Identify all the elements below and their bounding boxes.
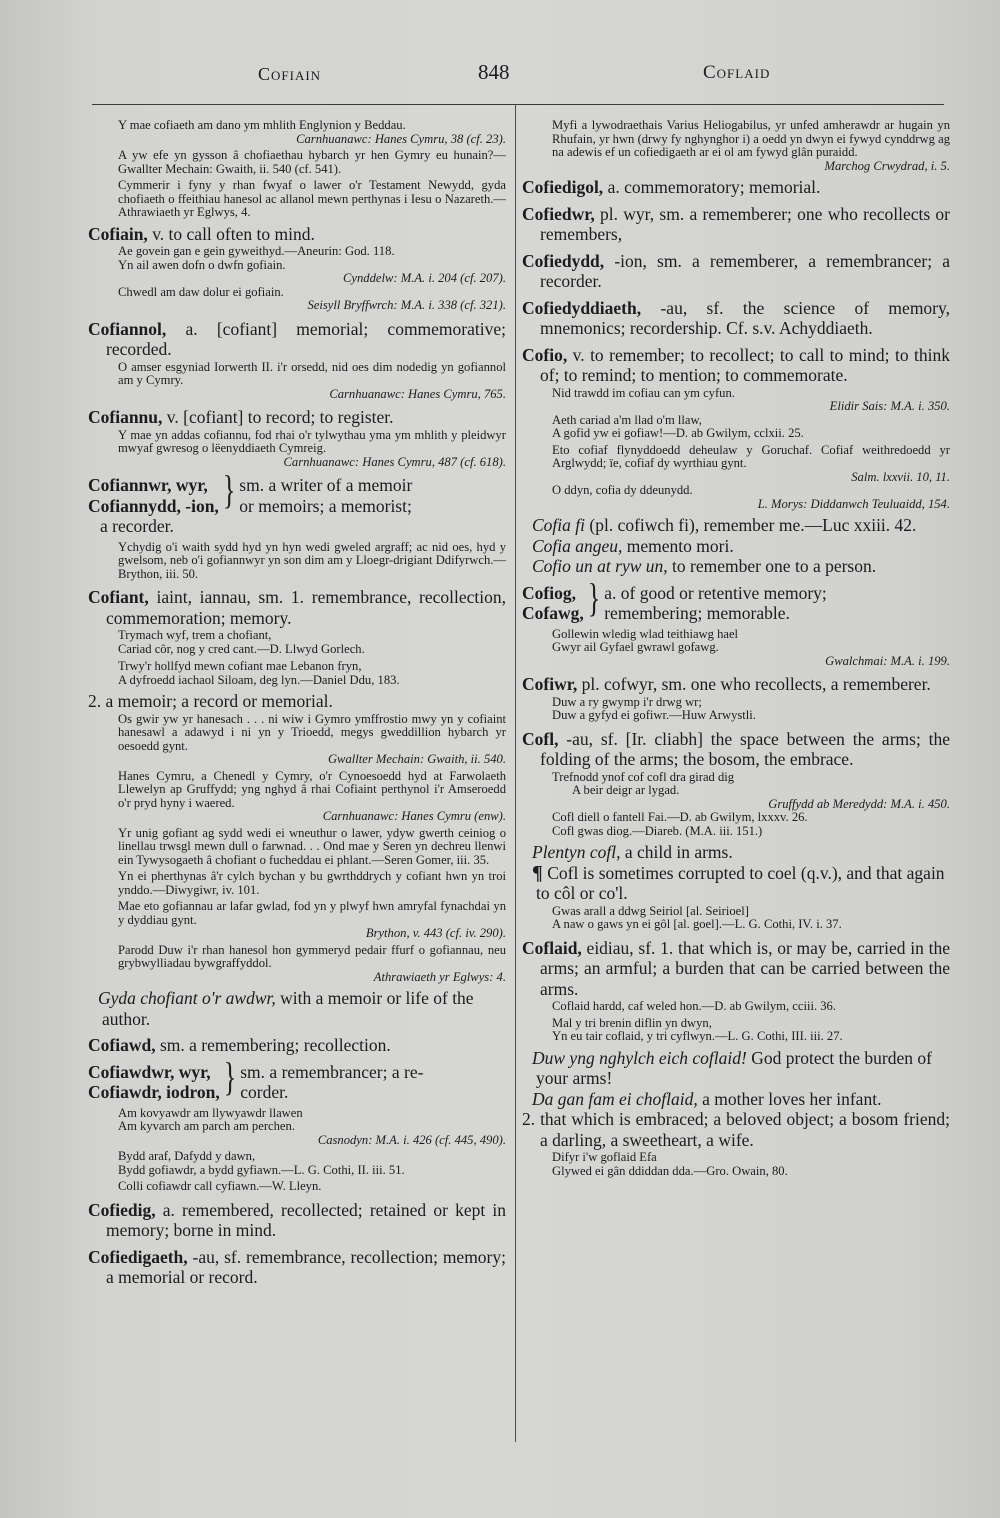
phrase: Plentyn cofl, a child in arms.	[532, 842, 733, 862]
header-rule	[92, 104, 944, 105]
definition: corder.	[240, 1082, 289, 1102]
entry-cofiog	[522, 574, 950, 669]
definition: a. commemoratory; memorial.	[607, 177, 821, 197]
headword: Cofl,	[522, 728, 559, 749]
entry-cofiannwr	[88, 467, 506, 581]
headword: Cofiog,	[522, 582, 576, 603]
definition: a. [cofiant] memorial; commemorative; recorded.	[106, 318, 506, 359]
brace: }	[222, 467, 236, 513]
paragraph-mark-icon: ¶	[532, 861, 543, 884]
entry-cofiawdwr	[88, 1053, 506, 1194]
quotation: Gollewin wledig wlad teithiawg hael Gwyr ail Gyfael gwrawl gofawg. Gwalchmai: M.A. i. 199.	[552, 626, 950, 668]
definition: sm. a writer of a memoir	[239, 475, 413, 495]
brace: }	[587, 574, 601, 620]
quotation: Am kovyawdr am llywyawdr llawen Am kyvarch am parch am perchen. Casnodyn: M.A. i. 426 (cf. 445, 490). Bydd araf, Dafydd y dawn, Bydd gofiawdr, a bydd gyfiawn.—L. G. Cothi, II. iii. 51. Colli cofiawdr call cyfiawn.—W. Lleyn.	[118, 1105, 506, 1193]
entry-cofio	[522, 345, 950, 577]
headword: Cofiwr,	[522, 674, 578, 694]
quotation: Gwas arall a ddwg Seiriol [al. Seirioel] A naw o gaws yn ei gôl [al. goel].—L. G. Cothi, IV. i. 37.	[552, 903, 842, 931]
headword: Cofiedig,	[88, 1199, 156, 1220]
headword: Cofiain,	[88, 223, 148, 244]
headword: Cofiedigol,	[522, 177, 604, 197]
left-column	[88, 118, 506, 1294]
headword: Coflaid,	[522, 937, 582, 958]
quotation: Ae govein gan e gein gyweithyd.—Aneurin: God. 118. Yn ail awen dofn o dwfn gofiain. Cynddelw: M.A. i. 204 (cf. 207). Chwedl am daw dolur ei gofiain. Seisyll Bryffwrch: M.A. i. 338 (cf. 321).	[118, 244, 506, 312]
quotation: Os gwir yw yr hanesach . . . ni wiw i Gymro ymffrostio mwy yn y cofiaint hanesawl a adawyd i ni yn y Trioedd, megys gweddillion hybarch yr oesoedd gynt. Gwallter Mechain: Gwaith, ii. 540. Hanes Cymru, a Chenedl y Cymry, o'r Cynoesoedd hyd at Farwolaeth Llewelyn ap Gruffydd; yng nghyd â rhai Cofiaint perthynol i'r Amseroedd o'r pryd hyny i waered. Carnhuanawc: Hanes Cymru (enw). Yr unig gofiant ag sydd wedi ei wneuthur o lawer, ydyw gwerth ceiniog o linellau trwsgl mewn dull o farwnad. . . Ond mae y Seren yn dechreu llenwi ein Tywysogaeth â chofiant o fucheddau ei phlant.—Seren Gomer, iii. 35. Yn ei pherthynas â'r cylch bychan y bu gwrthddrych y cofiant hwn yn troi ynddo.—Diwygiwr, iv. 101. Mae eto gofiannau ar lafar gwlad, fod yn y plwyf hwn amryfal fynachdai yn y dyddiau gynt. Brython, v. 443 (cf. iv. 290). Parodd Duw i'r rhan hanesol hon gymmeryd pedair ffurf o gofiannau, neu grybwylliadau bywgraffyddol. Athrawiaeth yr Eglwys: 4.	[118, 711, 506, 984]
quotation: Y mae cofiaeth am dano ym mhlith Englynion y Beddau. Carnhuanawc: Hanes Cymru, 38 (cf. 23). A yw efe yn gysson â chofiaethau hybarch yr hen Gymry eu hunain?—Gwallter Mechain: Gwaith, ii. 540 (cf. 541). Cymmerir i fyny y rhan fwyaf o lawer o'r Testament Newydd, gyda chofiaeth o ffeithiau hanesol ac allanol mewn perthynas i Iesu o Nazareth.—Athrawiaeth yr Eglwys, 4.	[118, 118, 506, 219]
headword: Cofiawdr, iodron,	[88, 1082, 220, 1102]
definition: v. [cofiant] to record; to register.	[166, 407, 394, 427]
page-number: 848	[478, 60, 510, 84]
quotation: Trefnodd ynof cof cofl dra girad dig A beir deigr ar lygad. Gruffydd ab Meredydd: M.A. i. 450. Cofl diell o fantell Fai.—D. ab Gwilym, lxxxv. 26. Cofl gwas diog.—Diareb. (M.A. iii. 151.)	[552, 769, 950, 838]
headword: Cofiannu,	[88, 407, 163, 427]
phrase: Da gan fam ei choflaid, a mother loves her infant.	[532, 1088, 882, 1109]
definition: a. remembered, recollected; retained or kept in memory; borne in mind.	[106, 1199, 506, 1240]
headword: Cofiant,	[88, 587, 149, 607]
definition: iaint, iannau, sm. 1. remembrance, recollection, commemoration; memory.	[106, 587, 507, 628]
entry-cofiannu	[88, 407, 506, 469]
headword: Cofiedwr,	[522, 203, 595, 224]
definition: v. to remember; to recollect; to call to mind; to think of; to remind; to mention; to commemorate.	[540, 344, 950, 385]
phrase: Cofio un at ryw un, to remember one to a person.	[532, 556, 877, 576]
definition: -au, sf. the science of memory, mnemonics; recordership. Cf. s.v. Achyddiaeth.	[540, 297, 950, 338]
right-column	[522, 118, 950, 1184]
headword: Cofiannwr, wyr,	[88, 475, 208, 495]
headword: Cofiedyddiaeth,	[522, 297, 642, 318]
running-head	[0, 60, 1000, 90]
phrase: Cofia fi (pl. cofiwch fi), remember me.—Luc xxiii. 42.	[532, 515, 917, 535]
entry-cofiedwr	[522, 204, 950, 245]
phrase: Cofia angeu, memento mori.	[532, 535, 734, 556]
sense: 2. a memoir; a record or memorial.	[88, 691, 333, 711]
entry-cofiwr	[522, 674, 950, 723]
definition: eidiau, sf. 1. that which is, or may be, carried in the arms; an armful; a burden that can be carried between the arms.	[540, 937, 950, 999]
definition: pl. wyr, sm. a rememberer; one who recollects or remembers,	[540, 203, 950, 244]
headword: Cofiawd,	[88, 1035, 156, 1055]
definition: -ion, sm. a rememberer, a remembrancer; a recorder.	[540, 250, 950, 291]
quotation: Duw a ry gwymp i'r drwg wr; Duw a gyfyd ei gofiwr.—Huw Arwystli.	[552, 694, 756, 722]
quotation: Nid trawdd im cofiau can ym cyfun. Elidir Sais: M.A. i. 350. Aeth cariad a'm llad o'm llaw, A gofid yw ei gofiaw!—D. ab Gwilym, cclxii. 25. Eto cofiaf flynyddoedd deheulaw y Goruchaf. Cofiaf weithredoedd yr Arglwydd; ïe, cofiaf dy wyrthiau gynt. Salm. lxxvii. 10, 11. O ddyn, cofia dy ddeunydd. L. Morys: Diddanwch Teuluaidd, 154.	[552, 385, 950, 511]
entry-cofiannol	[88, 319, 506, 402]
definition: v. to call often to mind.	[152, 223, 315, 244]
entry-cofiedig	[88, 1200, 506, 1241]
phrase: Duw yng nghylch eich coflaid! God protect the burden of your arms!	[532, 1047, 932, 1088]
entry-cofiedigaeth	[88, 1247, 506, 1288]
headword: Cofiawdwr, wyr,	[88, 1061, 211, 1082]
quotation: Trymach wyf, trem a chofiant, Cariad côr, nog y cred cant.—D. Llwyd Gorlech. Trwy'r hollfyd mewn cofiant mae Lebanon fryn, A dyfroedd iachaol Siloam, deg lyn.—Daniel Ddu, 183.	[118, 628, 400, 687]
headword: Cofiannydd, -ion,	[88, 495, 219, 516]
definition: remembering; memorable.	[604, 603, 790, 623]
quotation: Ychydig o'i waith sydd hyd yn hyn wedi gweled argraff; ac nid oes, hyd y gwelsom, neb o'i gofiannwyr yn son dim am y Lloegr-drigiant Ddifyrwch.—Brython, iii. 50.	[118, 539, 506, 581]
running-head-left: Cofiain	[258, 64, 322, 84]
definition: a recorder.	[100, 516, 174, 536]
quotation: Coflaid hardd, caf weled hon.—D. ab Gwilym, cciii. 36. Mal y tri brenin diflin yn dwyn, Yn eu tair coflaid, y tri cyflwyn.—L. G. Cothi, III. iii. 27.	[552, 999, 843, 1043]
running-head-right: Coflaid	[703, 62, 771, 83]
definition: or memoirs; a memorist;	[239, 495, 412, 516]
brace: }	[223, 1053, 237, 1099]
quotation: O amser esgyniad Iorwerth II. i'r orsedd, nid oes dim nodedig yn gofiannol am y Cymry. Carnhuanawc: Hanes Cymru, 765.	[118, 359, 506, 401]
entry-cofiain	[88, 224, 506, 313]
definition: pl. cofwyr, sm. one who recollects, a rememberer.	[581, 674, 931, 694]
phrase: Gyda chofiant o'r awdwr, with a memoir or life of the author.	[98, 988, 474, 1029]
entry-cofiedyddiaeth	[522, 298, 950, 339]
headword: Cofiedydd,	[522, 250, 605, 271]
headword: Cofiannol,	[88, 318, 167, 339]
column-divider	[515, 104, 516, 1442]
definition: -au, sf. [Ir. cliabh] the space between the arms; the folding of the arms; the bosom, the embrace.	[540, 728, 951, 769]
entry-cofiedydd	[522, 251, 950, 292]
entry-coflaid	[522, 938, 950, 1179]
entry-cofiawd	[88, 1035, 506, 1056]
sense: 2. that which is embraced; a beloved object; a bosom friend; a darling, a sweetheart, a wife.	[522, 1109, 950, 1150]
entry-cofl	[522, 729, 950, 932]
definition: sm. a remembrancer; a re-	[240, 1061, 424, 1082]
definition: -au, sf. remembrance, recollection; memory; a memorial or record.	[106, 1246, 506, 1287]
headword: Cofiedigaeth,	[88, 1246, 188, 1267]
definition: sm. a remembering; recollection.	[159, 1035, 391, 1055]
quotation: Myfi a lywodraethais Varius Heliogabilus, yr unfed amherawdr ar hugain yn Rhufain, yr hwn (drwy fy nghynghor i) a oedd yn dwyn ei fywyd cynddrwg ag na adewis ef un cofiedigaeth ar ei ol am fywyd glân puraidd. Marchog Crwydrad, i. 5.	[552, 118, 950, 173]
headword: Cofio,	[522, 344, 568, 365]
usage-note: ¶ Cofl is sometimes corrupted to coel (q.v.), and that again to côl or co'l.	[532, 861, 945, 903]
entry-cofiedigol	[522, 177, 950, 198]
entry-cofiant	[88, 587, 506, 1029]
quotation: Y mae yn addas cofiannu, fod rhai o'r tylwythau yma ym mhlith y pleidwyr mwyaf gwresog o lëenyddiaeth Cymreig. Carnhuanawc: Hanes Cymru, 487 (cf. 618).	[118, 427, 506, 469]
definition: a. of good or retentive memory;	[604, 582, 827, 603]
headword: Cofawg,	[522, 603, 584, 623]
quotation: Difyr i'w goflaid Efa Glywed ei gân ddiddan dda.—Gro. Owain, 80.	[552, 1150, 788, 1178]
